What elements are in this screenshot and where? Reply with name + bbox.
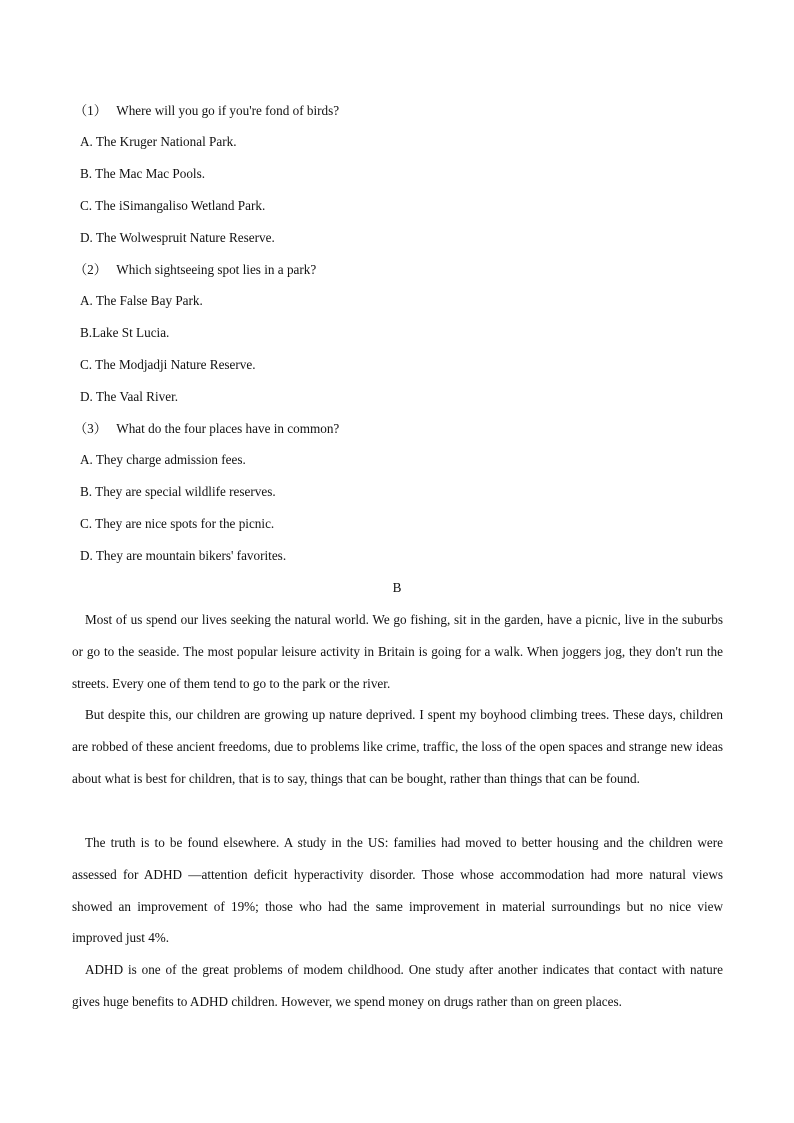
section-heading: B [392, 580, 402, 595]
option-2b: B.Lake St Lucia. [80, 325, 170, 340]
paragraph-3: The truth is to be found elsewhere. A study in the US: families had moved to better housing and the children were assessed for ADHD —attention deficit hyperactivity disorder. Those whose accommodation had more natural views showed an improvement of 19%; those who had the same improvement in material surroundings but no nice view improved just 4%. [72, 835, 723, 946]
option-2d: D. The Vaal River. [80, 389, 179, 404]
option-3d: D. They are mountain bikers' favorites. [80, 548, 287, 563]
option-3b: B. They are special wildlife reserves. [80, 484, 276, 499]
question-number: （2） [74, 262, 107, 277]
option-1c: C. The iSimangaliso Wetland Park. [80, 198, 266, 213]
question-text: Where will you go if you're fond of birds? [116, 103, 340, 118]
option-3a: A. They charge admission fees. [80, 452, 246, 467]
question-3 [74, 420, 339, 438]
option-3c: C. They are nice spots for the picnic. [80, 516, 275, 531]
question-number: （3） [74, 421, 107, 436]
question-text: What do the four places have in common? [116, 421, 340, 436]
question-text: Which sightseeing spot lies in a park? [116, 262, 317, 277]
option-1b: B. The Mac Mac Pools. [80, 166, 206, 181]
question-2 [74, 261, 316, 279]
option-2c: C. The Modjadji Nature Reserve. [80, 357, 256, 372]
paragraph-2: But despite this, our children are growing up nature deprived. I spent my boyhood climbing trees. These days, children are robbed of these ancient freedoms, due to problems like crime, traffic, the loss of the open spaces and strange new ideas about what is best for children, that is to say, things that can be bought, rather than things that can be found. [72, 707, 723, 786]
question-number: （1） [74, 103, 107, 118]
option-1d: D. The Wolwespruit Nature Reserve. [80, 230, 275, 245]
paragraph-4: ADHD is one of the great problems of modem childhood. One study after another indicates that contact with nature gives huge benefits to ADHD children. However, we spend money on drugs rather than on green places. [72, 962, 723, 1009]
option-1a: A. The Kruger National Park. [80, 134, 237, 149]
question-1 [74, 102, 339, 120]
option-2a: A. The False Bay Park. [80, 293, 203, 308]
paragraph-1: Most of us spend our lives seeking the natural world. We go fishing, sit in the garden, have a picnic, live in the suburbs or go to the seaside. The most popular leisure activity in Britain is going for a walk. When joggers jog, they don't run the streets. Every one of them tend to go to the park or the river. [72, 612, 723, 691]
